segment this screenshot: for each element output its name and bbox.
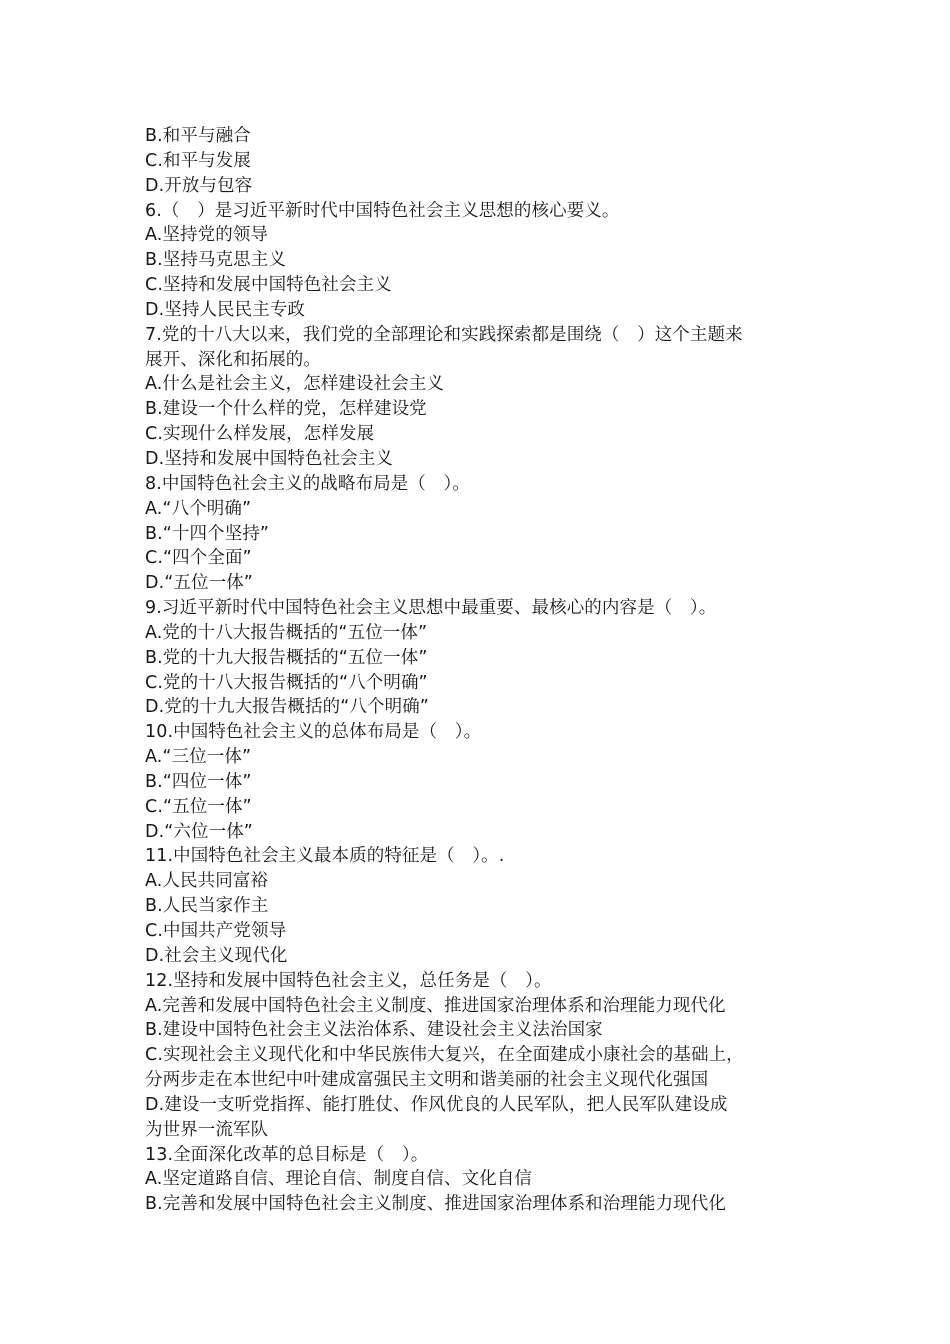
text-line: 为世界一流军队 — [145, 1119, 269, 1140]
document-page — [145, 124, 825, 1217]
text-line: D.建设一支听党指挥、能打胜仗、作风优良的人民军队，把人民军队建设成 — [145, 1094, 728, 1115]
question-7: 7.党的十八大以来，我们党的全部理论和实践探索都是围绕（ ）这个主题来 — [145, 324, 743, 345]
question-8: 8.中国特色社会主义的战略布局是（ ）。 — [145, 473, 470, 494]
text-line: D.开放与包容 — [145, 175, 253, 196]
text-line: D.社会主义现代化 — [145, 945, 288, 966]
text-line: C.和平与发展 — [145, 150, 251, 171]
text-line: 展开、深化和拓展的。 — [145, 349, 321, 370]
question-10: 10.中国特色社会主义的总体布局是（ ）。 — [145, 722, 482, 743]
question-11: 11.中国特色社会主义最本质的特征是（ ）。. — [145, 846, 505, 867]
text-line: 分两步走在本世纪中叶建成富强民主文明和谐美丽的社会主义现代化强国 — [145, 1070, 709, 1091]
question-9: 9.习近平新时代中国特色社会主义思想中最重要、最核心的内容是（ ）。 — [145, 598, 717, 619]
text-line: B.“十四个坚持” — [145, 523, 270, 544]
text-line: A.坚定道路自信、理论自信、制度自信、文化自信 — [145, 1169, 533, 1190]
text-line: C.党的十八大报告概括的“八个明确” — [145, 672, 428, 693]
text-line: A.“八个明确” — [145, 498, 252, 519]
text-line: A.人民共同富裕 — [145, 871, 269, 892]
text-line: D.“六位一体” — [145, 821, 253, 842]
question-6: 6.（ ）是习近平新时代中国特色社会主义思想的核心要义。 — [145, 200, 620, 221]
text-line: D.“五位一体” — [145, 573, 253, 594]
question-12: 12.坚持和发展中国特色社会主义，总任务是（ ）。 — [145, 970, 552, 991]
text-line: B.建设一个什么样的党，怎样建设党 — [145, 399, 427, 420]
text-line: D.坚持和发展中国特色社会主义 — [145, 448, 394, 469]
question-13: 13.全面深化改革的总目标是（ ）。 — [145, 1144, 429, 1165]
text-line: A.“三位一体” — [145, 747, 252, 768]
text-line: C.“五位一体” — [145, 796, 252, 817]
text-line: B.党的十九大报告概括的“五位一体” — [145, 647, 428, 668]
text-line: C.实现什么样发展，怎样发展 — [145, 424, 375, 445]
text-line: B.和平与融合 — [145, 126, 251, 146]
text-line: C.中国共产党领导 — [145, 921, 287, 941]
text-line: A.坚持党的领导 — [145, 225, 269, 246]
text-line: B.建设中国特色社会主义法治体系、建设社会主义法治国家 — [145, 1020, 603, 1041]
text-line: B.完善和发展中国特色社会主义制度、推进国家治理体系和治理能力现代化 — [145, 1194, 726, 1215]
text-line: C.实现社会主义现代化和中华民族伟大复兴，在全面建成小康社会的基础上， — [145, 1045, 744, 1066]
text-line: C.坚持和发展中国特色社会主义 — [145, 275, 392, 296]
text-line: B.坚持马克思主义 — [145, 250, 286, 271]
text-line: B.“四位一体” — [145, 771, 252, 792]
text-line: A.什么是社会主义，怎样建设社会主义 — [145, 374, 445, 395]
text-line: D.党的十九大报告概括的“八个明确” — [145, 697, 429, 718]
text-line: C.“四个全面” — [145, 548, 252, 569]
text-line: A.完善和发展中国特色社会主义制度、推进国家治理体系和治理能力现代化 — [145, 995, 726, 1016]
text-line: D.坚持人民民主专政 — [145, 299, 306, 320]
text-line: A.党的十八大报告概括的“五位一体” — [145, 622, 428, 643]
text-line: B.人民当家作主 — [145, 896, 269, 917]
